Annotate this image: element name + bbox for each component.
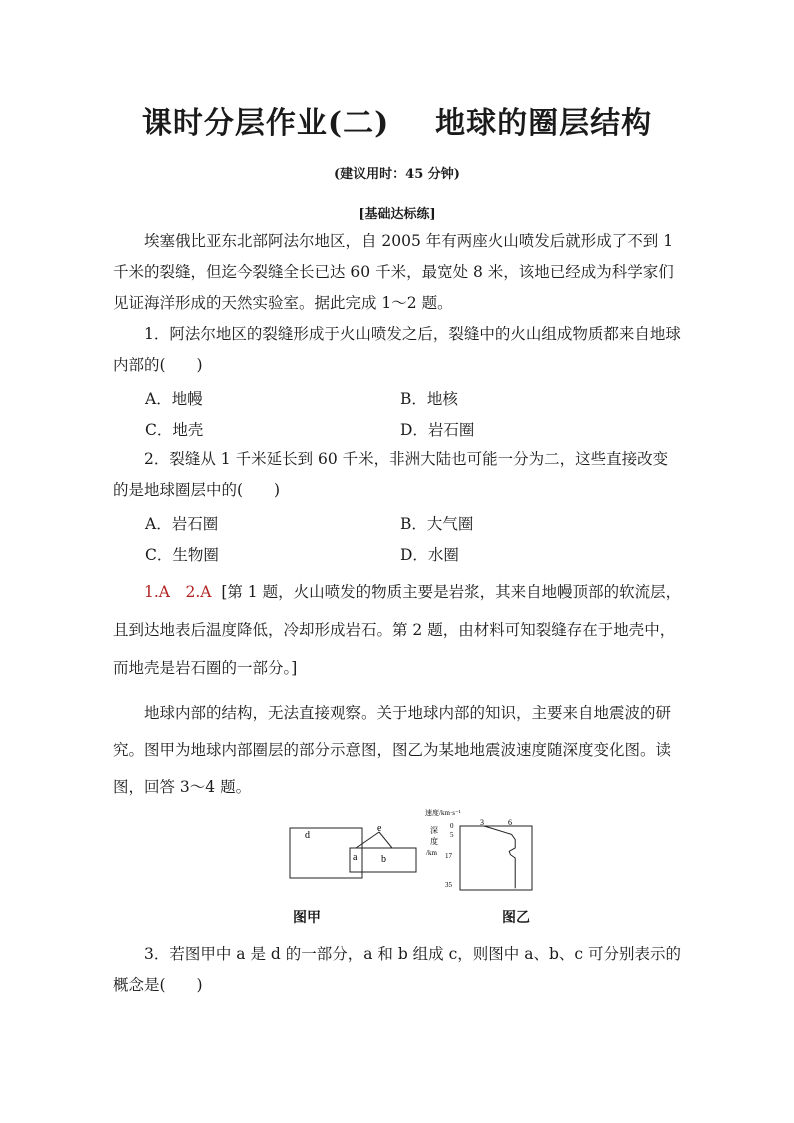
label-a: a: [353, 852, 358, 863]
passage-2: 地球内部的结构，无法直接观察。关于地球内部的知识，主要来自地震波的研究。图甲为地球内部圈层的部分示意图，图乙为某地地震波速度随深度变化图。读图，回答 3～4 题。: [113, 704, 672, 796]
label-e: e: [377, 823, 382, 834]
y-tick-0: 0: [450, 822, 454, 830]
question-1-option-b: B．地核: [400, 390, 458, 408]
question-1-stem: 1．阿法尔地区的裂缝形成于火山喷发之后，裂缝中的火山组成物质都来自地球内部的( ): [113, 325, 681, 374]
question-2-option-a: A．岩石圈: [145, 515, 219, 533]
y-tick-35: 35: [445, 881, 452, 889]
figure-yi: [420, 806, 550, 896]
depth-label-2: 度: [430, 837, 438, 846]
label-b: b: [381, 854, 386, 865]
x-tick-3: 3: [480, 818, 484, 827]
section-label: [基础达标练]: [358, 207, 436, 222]
depth-label-1: 深: [430, 826, 438, 835]
answer-numbers: 1.A 2.A: [144, 583, 212, 601]
question-2-stem: 2．裂缝从 1 千米延长到 60 千米，非洲大陆也可能一分为二，这些直接改变的是地球圈层中的( ): [113, 450, 669, 499]
passage-1: 埃塞俄比亚东北部阿法尔地区，自 2005 年有两座火山喷发后就形成了不到 1 千米的裂缝，但迄今裂缝全长已达 60 千米，最宽处 8 米，该地已经成为科学家们见证海洋形成的天然实验室。据此完成 1～2 题。: [113, 232, 674, 312]
question-1-option-d: D．岩石圈: [400, 421, 475, 439]
label-d: d: [305, 830, 310, 841]
figure-jia-caption: 图甲: [293, 910, 321, 926]
time-note: (建议用时：45 分钟): [334, 167, 460, 182]
box-d: [290, 828, 362, 878]
question-2-option-d: D．水圈: [400, 546, 459, 564]
depth-label-3: /km: [426, 849, 437, 857]
velocity-curve: [484, 826, 515, 888]
y-tick-5: 5: [450, 831, 454, 839]
x-tick-6: 6: [508, 818, 512, 827]
speed-axis-label: 速度/km·s⁻¹: [425, 809, 461, 817]
y-tick-17: 17: [445, 852, 452, 860]
answer-block-1: [113, 573, 685, 687]
question-2-option-b: B．大气圈: [400, 515, 474, 533]
question-1-option-a: A．地幔: [145, 390, 203, 408]
figure-yi-caption: 图乙: [502, 910, 530, 926]
plot-frame: [460, 826, 532, 890]
bracket-e-left: [356, 832, 379, 848]
question-2-option-c: C．生物圈: [145, 546, 219, 564]
question-1-option-c: C．地壳: [145, 421, 204, 439]
question-3-stem: 3．若图甲中 a 是 d 的一部分，a 和 b 组成 c，则图中 a、b、c 可分别表示的概念是( ): [113, 945, 681, 994]
bracket-e-right: [379, 832, 392, 848]
figure-jia: [285, 820, 425, 885]
answer-explanation: [第 1 题，火山喷发的物质主要是岩浆，其来自地幔顶部的软流层，且到达地表后温度降低，冷却形成岩石。第 2 题，由材料可知裂缝存在于地壳中，而地壳是岩石圈的一部分。]: [113, 583, 682, 677]
page-title: 课时分层作业(二) 地球的圈层结构: [141, 106, 653, 141]
